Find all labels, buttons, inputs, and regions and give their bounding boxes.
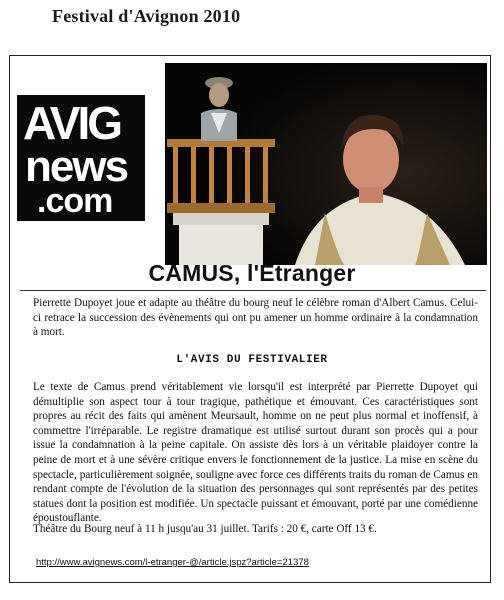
logo-line-news: news: [25, 142, 128, 191]
avignews-logo: [17, 95, 145, 221]
section-heading: L'AVIS DU FESTIVALIER: [176, 354, 328, 366]
logo-line-com: .com: [37, 182, 113, 220]
logo-line-avig: AVIG: [23, 97, 121, 149]
article-title: CAMUS, l'Etranger: [148, 260, 356, 286]
article-url-link[interactable]: http://www.avignews.com/l-etranger-@/article.jspz?article=21378: [36, 557, 309, 568]
stage-photo: [165, 63, 487, 265]
review-paragraph: Le texte de Camus prend véritablement vie lorsqu'il est interprété par Pierrette Dupoyet qui démultiplie son aspect tour à tour tragique, pathétique et émouvant. Ces caractéristiques sont propres au récit des faits qui amènent Meursault, homme on ne peut plus normal et inoffensif, à commettre l'irréparable. Le registre dramatique est utilisé surtout durant son procès qui a pour issue la condamnation à la peine capitale. On assiste dès lors à un véritable plaidoyer contre la peine de mort et à une sévère critique envers le fonctionnement de la justice. La mise en scène du spectacle, particulièrement soignée, souligne avec force ces différents traits du roman de Camus en rendant compte de l'évolution de la situation des personnages qui sont représentés par des petites statues dont la position est modifiée. Un spectacle puissant et émouvant, porté par une comédienne époustouflante.: [33, 381, 478, 525]
intro-paragraph: Pierrette Dupoyet joue et adapte au théâtre du bourg neuf le célèbre roman d'Albert Camus. Celui-ci retrace la succession des évènements qui ont pu amener un homme ordinaire à la condamnation à mort.: [33, 297, 478, 339]
page-header-title: Festival d'Avignon 2010: [52, 6, 241, 26]
schedule-paragraph: Théâtre du Bourg neuf à 11 h jusqu'au 31 juillet. Tarifs : 20 €, carte Off 13 €.: [33, 523, 377, 535]
title-divider: [20, 290, 486, 291]
